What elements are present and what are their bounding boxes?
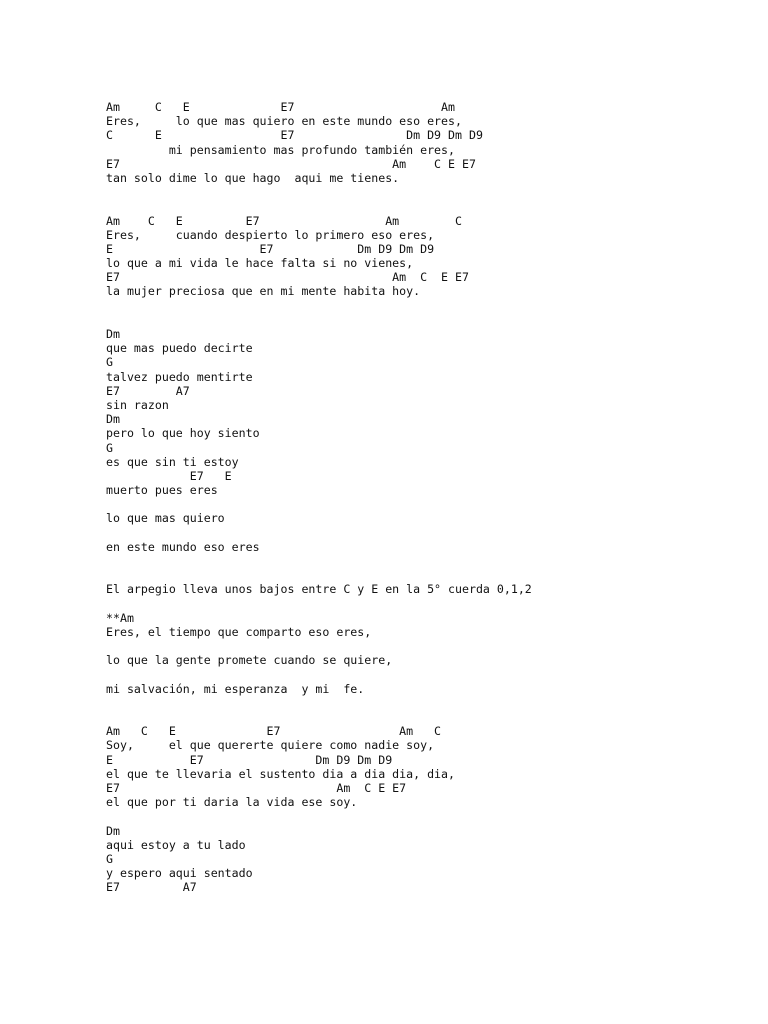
- sheet-line: E7 E: [106, 468, 232, 483]
- sheet-line: aqui estoy a tu lado: [106, 837, 246, 852]
- blank-line: [106, 639, 746, 653]
- sheet-line: Eres, el tiempo que comparto eso eres,: [106, 624, 372, 639]
- blank-line: [106, 696, 746, 710]
- sheet-line: el que por ti daria la vida ese soy.: [106, 795, 358, 810]
- sheet-line: que mas puedo decirte: [106, 341, 253, 356]
- sheet-line: E7 Am C E E7: [106, 781, 407, 795]
- blank-line: [106, 313, 746, 327]
- sheet-line: Am C E E7 Am: [106, 100, 456, 114]
- sheet-line: E7 Am C E E7: [106, 156, 476, 171]
- blank-line: [106, 668, 746, 682]
- sheet-line: G: [106, 355, 113, 370]
- blank-line: [106, 299, 746, 313]
- sheet-line: Eres, lo que mas quiero en este mundo eso eres,: [106, 114, 462, 129]
- blank-line: [106, 554, 746, 568]
- sheet-line: en este mundo eso eres: [106, 539, 260, 554]
- sheet-line: E7 Am C E E7: [106, 270, 469, 285]
- sheet-line: lo que la gente promete cuando se quiere,: [106, 653, 393, 668]
- sheet-line: G: [106, 851, 113, 866]
- sheet-line: talvez puedo mentirte: [106, 369, 253, 384]
- sheet-line: Am C E E7 Am C: [106, 213, 462, 228]
- sheet-line: y espero aqui sentado: [106, 866, 253, 881]
- sheet-line: E7 A7: [106, 383, 190, 398]
- sheet-line: mi pensamiento mas profundo también eres,: [106, 142, 456, 157]
- sheet-line: mi salvación, mi esperanza y mi fe.: [106, 681, 365, 696]
- blank-line: [106, 185, 746, 199]
- sheet-line: Soy, el que quererte quiere como nadie soy,: [106, 738, 435, 753]
- sheet-line: Dm: [106, 327, 120, 341]
- blank-line: [106, 568, 746, 582]
- sheet-line: El arpegio lleva unos bajos entre C y E en la 5° cuerda 0,1,2: [106, 582, 532, 597]
- sheet-line: Dm: [106, 412, 120, 427]
- sheet-line: tan solo dime lo que hago aqui me tienes.: [106, 170, 400, 185]
- sheet-line: sin razon: [106, 397, 169, 412]
- blank-line: [106, 809, 746, 823]
- sheet-line: la mujer preciosa que en mi mente habita hoy.: [106, 284, 421, 299]
- sheet-line: el que te llevaria el sustento dia a dia dia, dia,: [106, 766, 456, 781]
- blank-line: [106, 597, 746, 611]
- sheet-line: E E7 Dm D9 Dm D9: [106, 241, 435, 256]
- sheet-line: E E7 Dm D9 Dm D9: [106, 752, 393, 767]
- sheet-line: es que sin ti estoy: [106, 454, 239, 469]
- sheet-line: muerto pues eres: [106, 483, 218, 498]
- sheet-line: lo que a mi vida le hace falta si no vienes,: [106, 256, 414, 271]
- sheet-line: Am C E E7 Am C: [106, 724, 442, 739]
- sheet-line: C E E7 Dm D9 Dm D9: [106, 128, 483, 143]
- sheet-line: Eres, cuando despierto lo primero eso eres,: [106, 227, 435, 242]
- blank-line: [106, 526, 746, 540]
- sheet-line: Dm: [106, 823, 120, 838]
- blank-line: [106, 710, 746, 724]
- sheet-line: G: [106, 440, 113, 455]
- blank-line: [106, 497, 746, 511]
- sheet-line: pero lo que hoy siento: [106, 426, 260, 441]
- blank-line: [106, 199, 746, 213]
- song-sheet: [106, 100, 746, 895]
- sheet-line: **Am: [106, 610, 134, 625]
- sheet-line: E7 A7: [106, 880, 197, 895]
- sheet-line: lo que mas quiero: [106, 511, 225, 526]
